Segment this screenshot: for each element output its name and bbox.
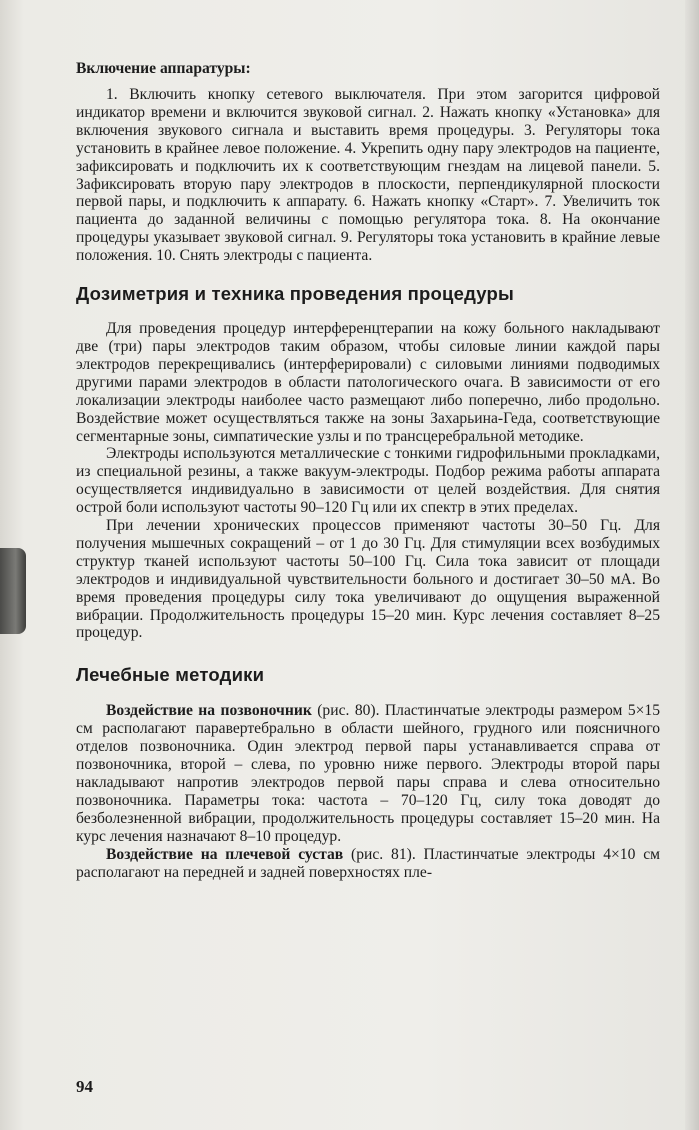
equipment-steps-paragraph: 1. Включить кнопку сетевого выключателя. При этом загорится цифровой индикатор времени и включится звуковой сигнал. 2. Нажать кнопку «Установка» для включения звукового сигнала и выставить время процедуры. 3. Регуляторы тока установить в крайнее левое положение. 4. Укрепить одну пару электродов на пациенте, зафиксировать и подключить их к соответствующим гнездам на лицевой панели. 5. Зафиксировать вторую пару электродов в плоскости, перпендикулярной плоскости первой пары, и подключить к аппарату. 6. Нажать кнопку «Старт». 7. Увеличить ток пациента до заданной величины с помощью регулятора тока. 8. На окончание процедуры указывает звуковой сигнал. 9. Регуляторы тока установить в крайние левые положения. 10. Снять электроды с пациента. — [76, 86, 660, 265]
method-shoulder-text: (рис. 81). Пластинчатые электроды 4×10 см располагают на передней и задней поверхностях пле- — [76, 845, 660, 881]
method-spine-lead: Воздействие на позвоночник — [106, 702, 312, 720]
dosimetry-paragraph-1: Для проведения процедур интерференцтерапии на кожу больного накладывают две (три) пары электродов таким образом, чтобы силовые линии каждой пары электродов перекрещивались (интерферировали) с силовыми линиями подводимых другими парами электродов в области патологического очага. В зависимости от его локализации электроды наиболее часто размещают либо поперечно, либо продольно. Воздействие может осуществляться также на зоны Захарьина-Геда, соответствующие сегментарные зоны, симпатические узлы и по трансцеребральной методике. — [76, 320, 660, 445]
heading-methods: Лечебные методики — [76, 664, 265, 686]
method-shoulder-lead: Воздействие на плечевой сустав — [106, 845, 344, 863]
method-spine-paragraph — [76, 702, 660, 845]
method-spine-text: (рис. 80). Пластинчатые электроды размером 5×15 см располагают паравертебрально в области шейного, грудного или поясничного отделов позвоночника. Один электрод первой пары устанавливается справа от позвоночника, второй – слева, по уровню ниже первого. Электроды второй пары накладывают напротив электродов первой пары справа и слева относительно позвоночника. Параметры тока: частота – 70–120 Гц, силу тока доводят до безболезненной вибрации, продолжительность процедуры составляет 15–20 мин. На курс лечения назначают 8–10 процедур. — [76, 702, 660, 845]
dosimetry-paragraph-2: Электроды используются металлические с тонкими гидрофильными прокладками, из специальной резины, а также вакуум-электроды. Подбор режима работы аппарата осуществляется индивидуально в зависимости от целей воздействия. Для снятия острой боли используют частоты 90–120 Гц или их спектр в этих пределах. — [76, 445, 660, 517]
thumb-index-tab — [0, 548, 26, 634]
page-number: 94 — [76, 1077, 93, 1096]
section-title-equipment: Включение аппаратуры: — [76, 60, 251, 77]
page-content — [76, 60, 660, 881]
method-shoulder-paragraph — [76, 846, 660, 882]
heading-dosimetry: Дозиметрия и техника проведения процедуры — [76, 283, 515, 305]
page-edge — [685, 0, 699, 1130]
dosimetry-paragraph-3: При лечении хронических процессов применяют частоты 30–50 Гц. Для получения мышечных сокращений – от 1 до 30 Гц. Для стимуляции всех возбудимых структур тканей используют частоты 50–100 Гц. Сила тока зависит от площади электродов и индивидуальной чувствительности больного и достигает 30–50 мА. Во время проведения процедуры силу тока увеличивают до ощущения выраженной вибрации. Продолжительность процедуры 15–20 мин. Курс лечения составляет 8–25 процедур. — [76, 517, 660, 642]
